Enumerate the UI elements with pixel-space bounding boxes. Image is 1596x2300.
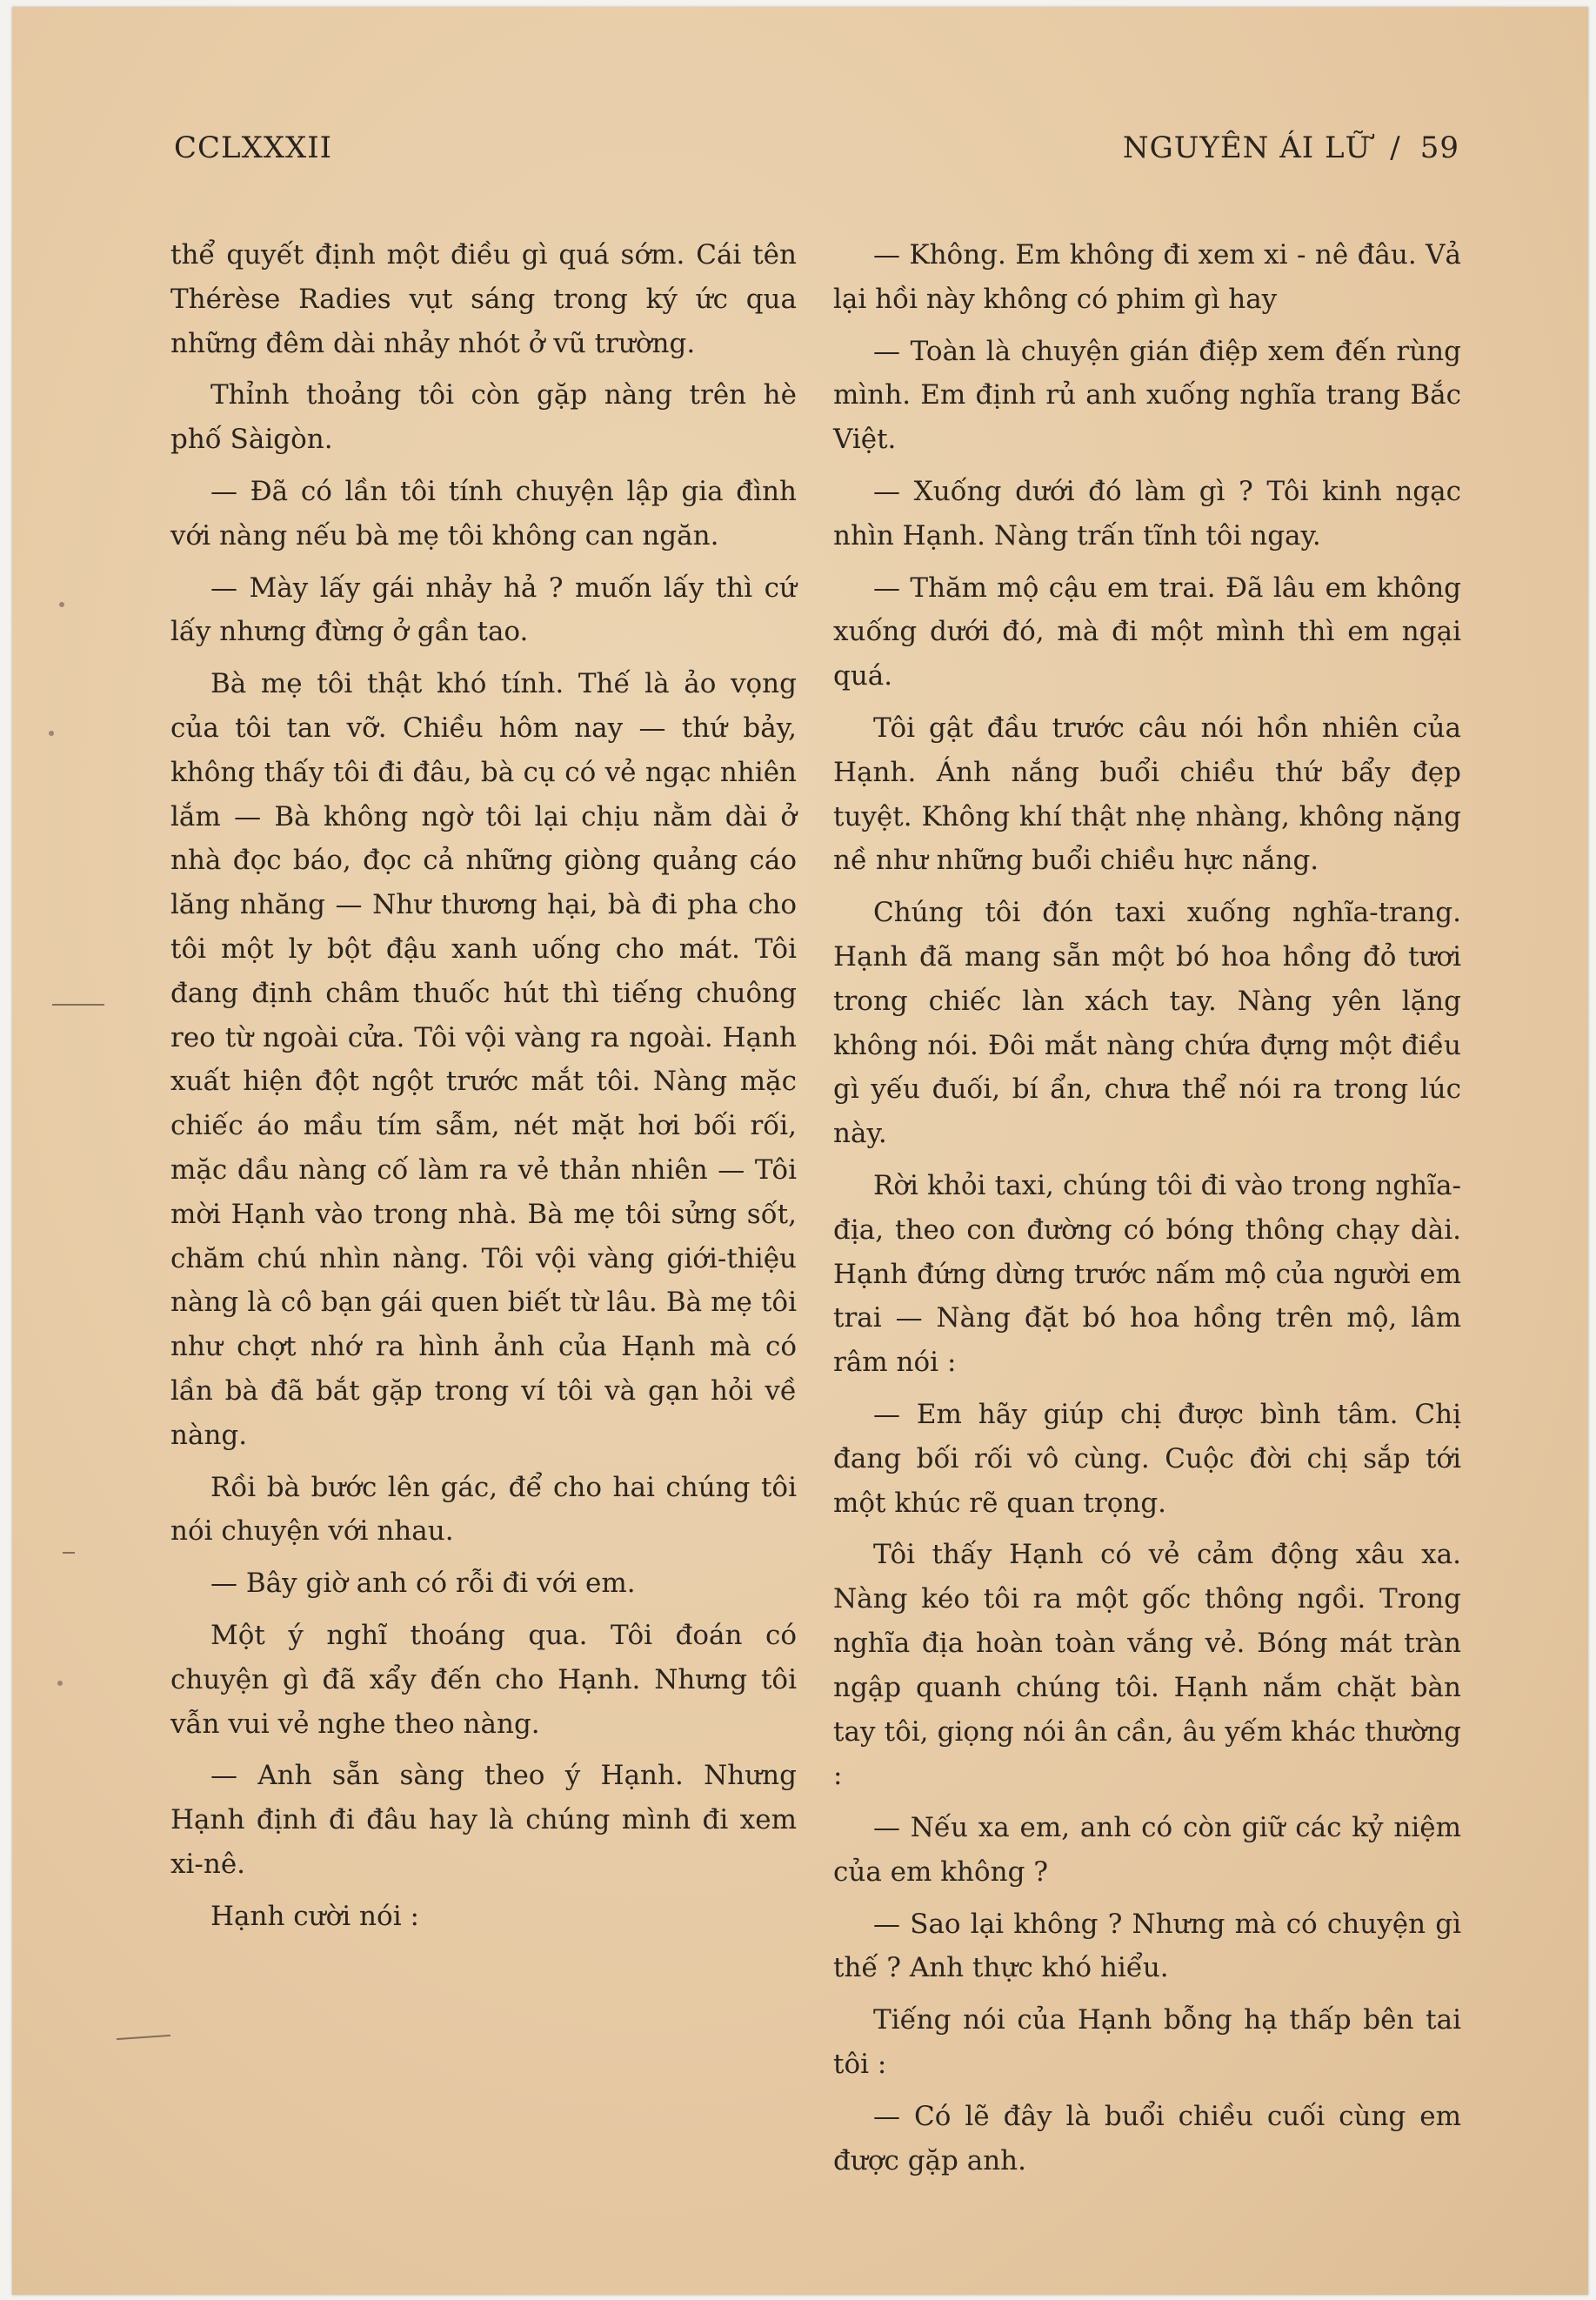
paragraph: Rời khỏi taxi, chúng tôi đi vào trong nghĩa-địa, theo con đường có bóng thông chạy dài. Hạnh đứng dừng trước nấm mộ của người em trai — Nàng đặt bó hoa hồng trên mộ, lâm râm nói : bbox=[833, 1169, 1461, 1379]
page-number: 59 bbox=[1419, 130, 1459, 165]
paragraph: — Sao lại không ? Nhưng mà có chuyện gì thế ? Anh thực khó hiểu. bbox=[833, 1908, 1461, 1984]
left-text-column bbox=[170, 233, 797, 1946]
paragraph: Thỉnh thoảng tôi còn gặp nàng trên hè phố Sàigòn. bbox=[170, 379, 797, 456]
paragraph: Tôi gật đầu trước câu nói hồn nhiên của Hạnh. Ánh nắng buổi chiều thứ bẩy đẹp tuyệt. Không khí thật nhẹ nhàng, không nặng nề như những buổi chiều hực nắng. bbox=[833, 712, 1461, 877]
right-text-column bbox=[833, 233, 1461, 2190]
paragraph: — Anh sẵn sàng theo ý Hạnh. Nhưng Hạnh định đi đâu hay là chúng mình đi xem xi-nê. bbox=[170, 1760, 797, 1880]
paragraph: Hạnh cười nói : bbox=[210, 1900, 419, 1932]
margin-pencil-mark bbox=[63, 1552, 75, 1554]
paragraph: — Không. Em không đi xem xi - nê đâu. Vả lại hồi này không có phim gì hay bbox=[833, 239, 1461, 315]
margin-pencil-mark bbox=[117, 2035, 170, 2040]
paper-speck bbox=[57, 1681, 63, 1686]
running-head bbox=[1123, 130, 1459, 165]
author-name: NGUYÊN ÁI LỮ bbox=[1122, 130, 1372, 165]
paragraph: — Toàn là chuyện gián điệp xem đến rùng mình. Em định rủ anh xuống nghĩa trang Bắc Việt. bbox=[833, 335, 1461, 456]
margin-pencil-mark bbox=[52, 1004, 104, 1006]
paragraph: — Đã có lần tôi tính chuyện lập gia đình với nàng nếu bà mẹ tôi không can ngăn. bbox=[170, 475, 797, 552]
paragraph: — Có lẽ đây là buổi chiều cuối cùng em được gặp anh. bbox=[833, 2100, 1461, 2176]
header-separator: / bbox=[1390, 130, 1401, 165]
paragraph: Rồi bà bước lên gác, để cho hai chúng tôi nói chuyện với nhau. bbox=[170, 1471, 797, 1548]
paragraph: — Nếu xa em, anh có còn giữ các kỷ niệm của em không ? bbox=[833, 1812, 1461, 1888]
paragraph: — Thăm mộ cậu em trai. Đã lâu em không xuống dưới đó, mà đi một mình thì em ngại quá. bbox=[833, 572, 1461, 692]
paper-speck bbox=[59, 602, 64, 607]
paragraph: — Em hãy giúp chị được bình tâm. Chị đang bối rối vô cùng. Cuộc đời chị sắp tới một khúc rẽ quan trọng. bbox=[833, 1398, 1461, 1519]
paragraph: — Bây giờ anh có rỗi đi với em. bbox=[210, 1568, 636, 1600]
paragraph: Chúng tôi đón taxi xuống nghĩa-trang. Hạnh đã mang sẵn một bó hoa hồng đỏ tươi trong chiếc làn xách tay. Nàng yên lặng không nói. Đôi mắt nàng chứa đựng một điều gì yếu đuối, bí ẩn, chưa thể nói ra trong lúc này. bbox=[833, 897, 1461, 1150]
paragraph: thể quyết định một điều gì quá sớm. Cái tên Thérèse Radies vụt sáng trong ký ức qua những đêm dài nhảy nhót ở vũ trường. bbox=[170, 239, 797, 359]
book-page bbox=[12, 7, 1588, 2295]
paragraph: — Xuống dưới đó làm gì ? Tôi kinh ngạc nhìn Hạnh. Nàng trấn tĩnh tôi ngay. bbox=[833, 475, 1461, 552]
paragraph: Bà mẹ tôi thật khó tính. Thế là ảo vọng của tôi tan vỡ. Chiều hôm nay — thứ bảy, không thấy tôi đi đâu, bà cụ có vẻ ngạc nhiên lắm — Bà không ngờ tôi lại chịu nằm dài ở nhà đọc báo, đọc cả những giòng quảng cáo lăng nhăng — Như thương hại, bà đi pha cho tôi một ly bột đậu xanh uống cho mát. Tôi đang định châm thuốc hút thì tiếng chuông reo từ ngoài cửa. Tôi vội vàng ra ngoài. Hạnh xuất hiện đột ngột trước mắt tôi. Nàng mặc chiếc áo mầu tím sẫm, nét mặt hơi bối rối, mặc dầu nàng cố làm ra vẻ thản nhiên — Tôi mời Hạnh vào trong nhà. Bà mẹ tôi sửng sốt, chăm chú nhìn nàng. Tôi vội vàng giới-thiệu nàng là cô bạn gái quen biết từ lâu. Bà mẹ tôi như chợt nhớ ra hình ảnh của Hạnh mà có lần bà đã bắt gặp trong ví tôi và gạn hỏi về nàng. bbox=[170, 668, 797, 1451]
paragraph: Tôi thấy Hạnh có vẻ cảm động xâu xa. Nàng kéo tôi ra một gốc thông ngồi. Trong nghĩa địa hoàn toàn vắng vẻ. Bóng mát tràn ngập quanh chúng tôi. Hạnh nắm chặt bàn tay tôi, giọng nói ân cần, âu yếm khác thường : bbox=[833, 1539, 1461, 1792]
chapter-number: CCLXXXII bbox=[174, 130, 333, 165]
paper-speck bbox=[49, 731, 54, 736]
paragraph: Một ý nghĩ thoáng qua. Tôi đoán có chuyện gì đã xẩy đến cho Hạnh. Nhưng tôi vẫn vui vẻ nghe theo nàng. bbox=[170, 1619, 797, 1740]
paragraph: — Mày lấy gái nhảy hả ? muốn lấy thì cứ lấy nhưng đừng ở gần tao. bbox=[170, 572, 797, 648]
page-header bbox=[12, 130, 1588, 174]
paragraph: Tiếng nói của Hạnh bỗng hạ thấp bên tai tôi : bbox=[833, 2004, 1461, 2081]
